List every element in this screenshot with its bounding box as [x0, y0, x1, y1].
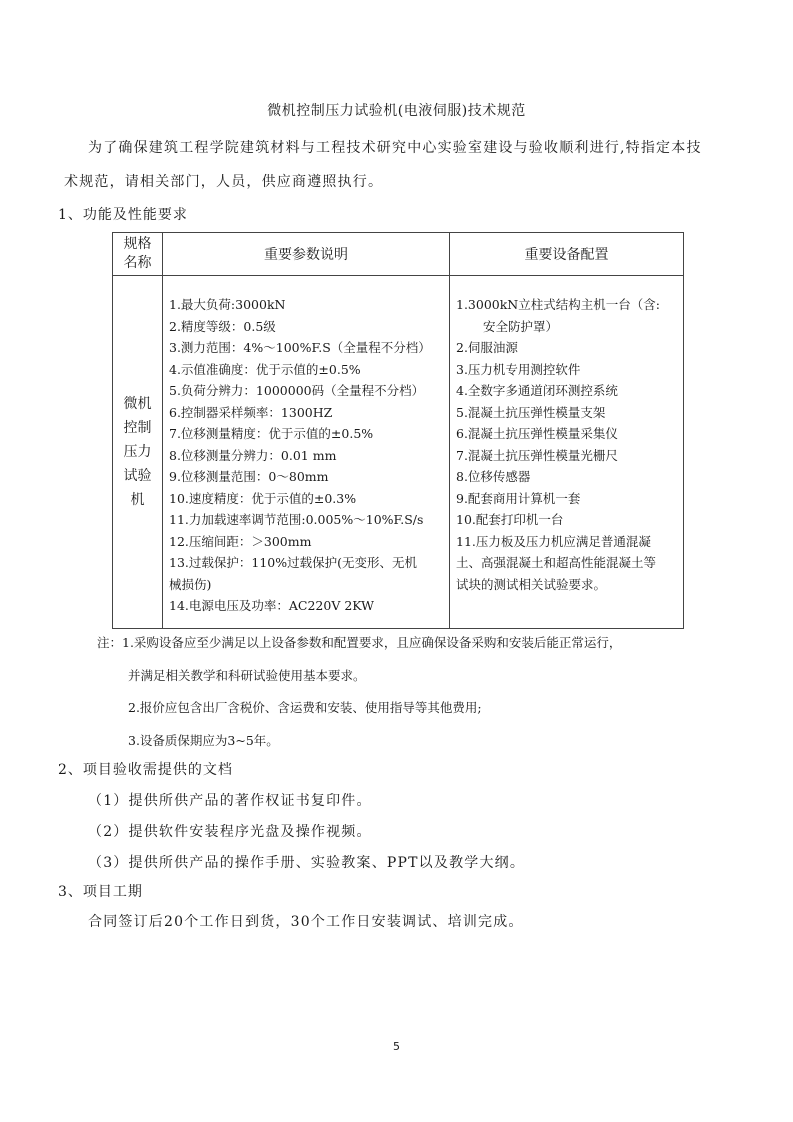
config-item: 7.混凝土抗压弹性模量光栅尺 — [456, 447, 618, 463]
note-2: 2.报价应包含出厂含税价、含运费和安装、使用指导等其他费用; — [128, 700, 482, 715]
doc-item: （2）提供软件安装程序光盘及操作视频。 — [88, 824, 372, 840]
name-line: 压力 — [123, 444, 152, 460]
name-line: 机 — [130, 492, 145, 508]
param-item: 14.电源电压及功率：AC220V 2KW — [169, 598, 375, 613]
param-item: 7.位移测量精度：优于示值的±0.5% — [169, 426, 374, 441]
config-item: 安全防护罩） — [483, 318, 559, 334]
config-item: 1.3000kN立柱式结构主机一台（含: — [456, 297, 660, 312]
config-item: 3.压力机专用测控软件 — [456, 361, 581, 377]
param-item: 13.过载保护：110%过载保护(无变形、无机 — [169, 555, 417, 570]
config-item: 10.配套打印机一台 — [456, 512, 564, 527]
doc-item: （3）提供所供产品的操作手册、实验教案、PPT以及教学大纲。 — [88, 855, 526, 871]
intro-line-2: 术规范，请相关部门，人员，供应商遵照执行。 — [64, 174, 384, 190]
config-item: 6.混凝土抗压弹性模量采集仪 — [456, 426, 618, 441]
param-item: 8.位移测量分辨力：0.01 mm — [169, 447, 337, 463]
header-params: 重要参数说明 — [163, 233, 450, 276]
equipment-name — [113, 276, 163, 629]
config-item: 5.混凝土抗压弹性模量支架 — [456, 404, 606, 420]
config-item: 2.伺服油源 — [456, 340, 518, 355]
param-item: 9.位移测量范围：0～80mm — [169, 469, 329, 484]
param-item: 2.精度等级：0.5级 — [169, 318, 276, 334]
config-item: 土、高强混凝土和超高性能混凝土等 — [456, 555, 657, 570]
config-cell — [450, 276, 684, 629]
param-item: 6.控制器采样频率：1300HZ — [169, 404, 333, 420]
config-item: 4.全数字多通道闭环测控系统 — [456, 383, 618, 398]
section-1-heading: 1、功能及性能要求 — [58, 207, 188, 223]
schedule-text: 合同签订后20个工作日到货，30个工作日安装调试、培训完成。 — [88, 914, 524, 930]
params-cell — [163, 276, 450, 629]
param-item: 3.测力范围：4%～100%F.S（全量程不分档） — [169, 340, 431, 355]
header-name-line1: 规格 — [123, 236, 152, 252]
config-item: 9.配套商用计算机一套 — [456, 490, 581, 506]
name-line: 控制 — [123, 420, 152, 436]
table-row — [113, 276, 684, 629]
section-3-heading: 3、项目工期 — [58, 884, 143, 900]
param-item: 11.力加载速率调节范围:0.005%～10%F.S/s — [169, 512, 424, 527]
param-item: 4.示值准确度：优于示值的±0.5% — [169, 361, 361, 377]
name-line: 微机 — [123, 396, 152, 412]
doc-item: （1）提供所供产品的著作权证书复印件。 — [88, 793, 372, 809]
header-config: 重要设备配置 — [450, 233, 684, 276]
spec-table — [112, 232, 684, 629]
intro-line-1: 为了确保建筑工程学院建筑材料与工程技术研究中心实验室建设与验收顺利进行,特指定本技 — [88, 140, 702, 156]
param-item: 12.压缩间距：＞300mm — [169, 533, 312, 549]
param-item: 5.负荷分辨力：1000000码（全量程不分档） — [169, 383, 425, 398]
header-name-line2: 名称 — [123, 255, 152, 271]
note-1-line-2: 并满足相关教学和科研试验使用基本要求。 — [128, 668, 366, 683]
config-item: 11.压力板及压力机应满足普通混凝 — [456, 533, 651, 549]
note-1-line-1: 注：1.采购设备应至少满足以上设备参数和配置要求，且应确保设备采购和安装后能正常运行， — [97, 635, 622, 650]
document-title: 微机控制压力试验机(电液伺服)技术规范 — [267, 103, 526, 119]
config-item: 试块的测试相关试验要求。 — [456, 576, 607, 592]
page-number: 5 — [393, 1040, 400, 1053]
param-item: 械损伤) — [169, 576, 212, 592]
param-item: 1.最大负荷:3000kN — [169, 297, 286, 312]
table-header-row — [113, 233, 684, 276]
param-item: 10.速度精度：优于示值的±0.3% — [169, 490, 357, 506]
section-2-heading: 2、项目验收需提供的文档 — [58, 762, 233, 778]
config-item: 8.位移传感器 — [456, 469, 531, 484]
note-3: 3.设备质保期应为3~5年。 — [128, 733, 279, 748]
header-name — [113, 233, 163, 276]
name-line: 试验 — [123, 468, 152, 484]
